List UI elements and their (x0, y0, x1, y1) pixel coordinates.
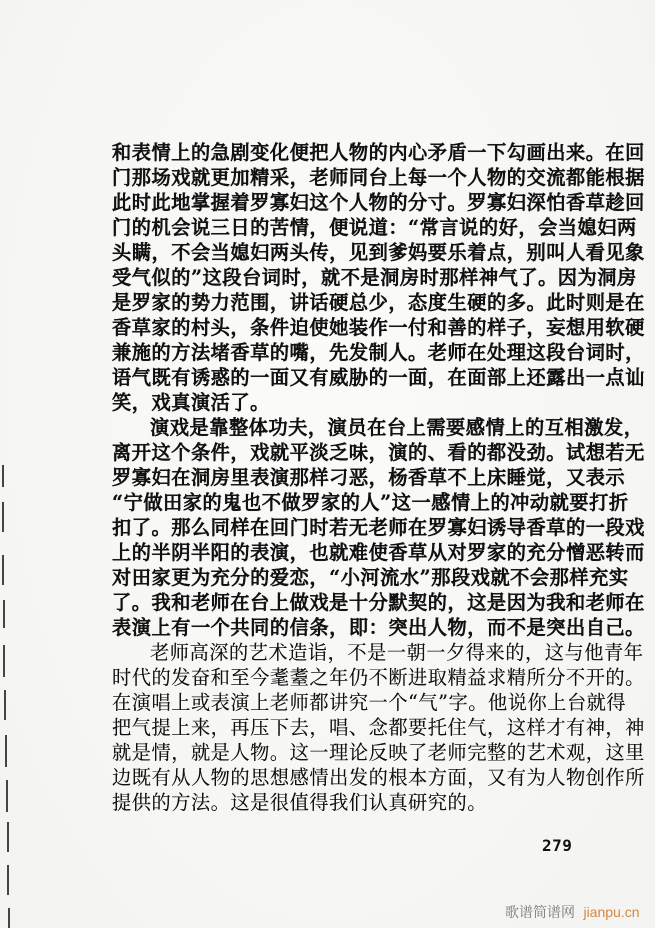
text-line: 门那场戏就更加精采，老师同台上每一个人物的交流都能根据 (112, 166, 645, 189)
text-line: 就是情，就是人物。这一理论反映了老师完整的艺术观，这里 (112, 741, 645, 764)
body-text (112, 140, 645, 815)
binding-mark (2, 465, 4, 487)
paragraph-3 (112, 640, 645, 815)
binding-mark (5, 735, 7, 767)
text-line: 了。我和老师在台上做戏是十分默契的，这是因为我和老师在 (112, 591, 645, 614)
text-line: 表演上有一个共同的信条，即：突出人物，而不是突出自己。 (112, 616, 645, 639)
text-line: 头瞒，不会当媳妇两头传，见到爹妈要乐着点，别叫人看见象 (112, 241, 645, 264)
binding-mark (8, 908, 10, 928)
text-line: 离开这个条件，戏就平淡乏味，演的、看的都没劲。试想若无 (112, 441, 645, 464)
binding-mark (2, 555, 4, 585)
binding-mark (3, 645, 5, 677)
text-line: “宁做田家的鬼也不做罗家的人”这一感情上的冲动就要打折 (112, 491, 629, 514)
binding-mark (4, 690, 6, 720)
text-line: 上的半阴半阳的表演，也就难使香草从对罗家的充分憎恶转而 (112, 541, 645, 564)
text-line: 兼施的方法堵香草的嘴，先发制人。老师在处理这段台词时， (112, 341, 645, 364)
text-line: 边既有从人物的思想感情出发的根本方面，又有为人物创作所 (112, 766, 645, 789)
text-line: 对田家更为充分的爱恋，“小河流水”那段戏就不会那样充实 (112, 566, 629, 589)
binding-mark (3, 600, 5, 628)
text-line: 香草家的村头，条件迫使她装作一付和善的样子，妄想用软硬 (112, 316, 645, 339)
text-line: 罗寡妇在洞房里表演那样刁恶，杨香草不上床睡觉，又表示 (112, 466, 626, 489)
text-line: 此时此地掌握着罗寡妇这个人物的分寸。罗寡妇深怕香草趁回 (112, 191, 645, 214)
binding-edge-marks (0, 440, 20, 928)
text-line: 和表情上的急剧变化便把人物的内心矛盾一下勾画出来。在回 (112, 141, 645, 164)
text-line: 把气提上来，再压下去，唱、念都要托住气，这样才有神，神 (112, 716, 645, 739)
text-line: 是罗家的势力范围，讲话硬总少，态度生硬的多。此时则是在 (112, 291, 645, 314)
text-line: 在演唱上或表演上老师都讲究一个“气”字。他说你上台就得 (112, 691, 627, 714)
text-line: 老师高深的艺术造诣，不是一朝一夕得来的，这与他青年 (150, 641, 644, 664)
binding-mark (6, 780, 8, 812)
watermark-site-name: 歌谱简谱网 (505, 905, 575, 921)
page-number: 279 (542, 836, 573, 855)
text-line: 时代的发奋和至今耄耋之年仍不断进取精益求精所分不开的。 (112, 666, 645, 689)
text-line: 门的机会说三日的苦情，便说道：“常言说的好，会当媳妇两 (112, 216, 637, 239)
text-line: 演戏是靠整体功夫，演员在台上需要感情上的互相激发， (150, 416, 644, 439)
text-line: 语气既有诱惑的一面又有威胁的一面，在面部上还露出一点讪 (112, 366, 645, 389)
watermark (505, 902, 640, 922)
text-line: 扣了。那么同样在回门时若无老师在罗寡妇诱导香草的一段戏 (112, 516, 645, 539)
paragraph-1 (112, 140, 645, 415)
text-line: 笑，戏真演活了。 (112, 391, 270, 414)
binding-mark (2, 502, 4, 532)
watermark-url: jianpu.cn (583, 904, 640, 920)
text-line: 提供的方法。这是很值得我们认真研究的。 (112, 791, 488, 814)
text-line: 受气似的”这段台词时，就不是洞房时那样神气了。因为洞房 (112, 266, 637, 289)
binding-mark (7, 865, 9, 895)
binding-mark (7, 822, 9, 852)
paragraph-2 (112, 415, 645, 640)
